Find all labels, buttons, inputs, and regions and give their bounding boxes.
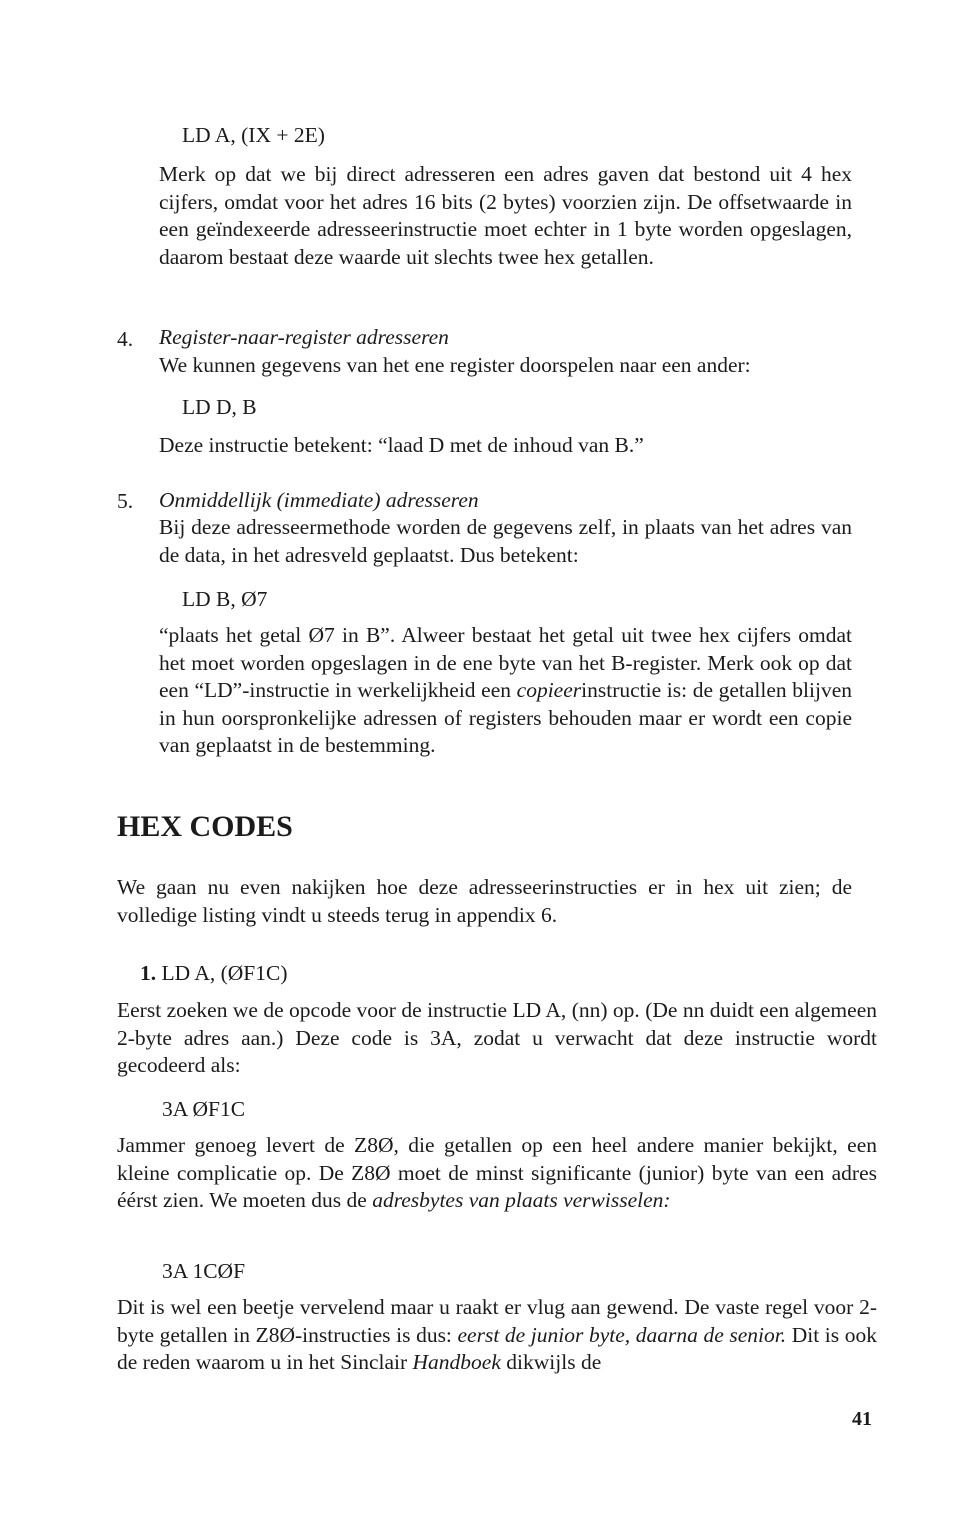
section-heading-hex-codes: HEX CODES: [117, 810, 293, 843]
code-example-3a-0f1c: 3A ØF1C: [162, 1097, 246, 1121]
paragraph-ld-d-b-meaning: Deze instructie betekent: “laad D met de inhoud van B.”: [159, 433, 644, 457]
code-example-ld-b-07: LD B, Ø7: [182, 587, 268, 611]
text-segment: Dit is wel een beetje vervelend maar u raakt er vlug aan gewend. De vaste regel voor 2-byte getallen in Z8Ø-instructies is dus:: [117, 1295, 877, 1347]
paragraph-hex-intro: We gaan nu even nakijken hoe deze adresseerinstructies er in hex uit zien; de volledige listing vindt u steeds terug in appendix 6.: [117, 875, 852, 927]
emphasis-swap-bytes: adresbytes van plaats verwisselen:: [372, 1188, 671, 1212]
list-number-4: 4.: [117, 327, 134, 351]
text-segment: Jammer genoeg levert de Z8Ø, die getallen op een heel andere manier bekijkt, een kleine complicatie op. De Z8Ø moet de minst significante (junior) byte van een adres éérst zien. We moeten dus de: [117, 1133, 877, 1212]
emphasis-junior-senior: eerst de junior byte, daarna de senior.: [457, 1322, 787, 1347]
text-segment: instructie is: de getallen blijven in hun oorspronkelijke adressen of registers behouden maar er wordt een copie van geplaatst in de bestemming.: [159, 678, 853, 757]
subsection-number: 1.: [140, 961, 157, 985]
code-example-ld-d-b: LD D, B: [182, 395, 257, 419]
text-segment: dikwijls de: [500, 1350, 602, 1374]
paragraph-byte-order-rule: [117, 1294, 877, 1377]
list-title-register-addressing: Register-naar-register adresseren: [159, 325, 449, 349]
subsection-ld-a-0f1c: [140, 960, 288, 988]
text-segment: Dit is ook de reden waarom u in het Sinclair: [117, 1322, 877, 1374]
text-segment: “plaats het getal Ø7 in B”. Alweer bestaat het getal uit twee hex cijfers omdat het moet worden opgeslagen in de ene byte van het B-register. Merk ook op dat een “LD”-instructie in werkelijkheid een: [159, 623, 852, 702]
paragraph-byte-order: [117, 1132, 877, 1215]
subsection-code: LD A, (ØF1C): [161, 961, 288, 985]
list-number-5: 5.: [117, 489, 134, 513]
paragraph-offset-explanation: Merk op dat we bij direct adresseren een adres gaven dat bestond uit 4 hex cijfers, omdat voor het adres 16 bits (2 bytes) voorzien zijn. De offsetwaarde in een geïndexeerde adresseerinstructie moet echter in 1 byte worden opgeslagen, daarom bestaat deze waarde uit slechts twee hex getallen.: [159, 162, 852, 269]
code-example-ld-a-ix: LD A, (IX + 2E): [182, 123, 325, 147]
paragraph-immediate-text: Bij deze adresseermethode worden de gegevens zelf, in plaats van het adres van de data, in het adresveld geplaatst. Dus betekent:: [159, 515, 852, 567]
paragraph-opcode-lookup: Eerst zoeken we de opcode voor de instructie LD A, (nn) op. (De nn duidt een algemeen 2-byte adres aan.) Deze code is 3A, zodat u verwacht dat deze instructie wordt gecodeerd als:: [117, 998, 877, 1077]
emphasis-handboek: Handboek: [412, 1350, 501, 1374]
paragraph-copy-instruction: [159, 622, 852, 760]
code-example-3a-1c0f: 3A 1CØF: [162, 1259, 246, 1283]
page-number: 41: [852, 1408, 872, 1430]
emphasis-copieer: copieer: [516, 678, 582, 702]
list-title-immediate-addressing: Onmiddellijk (immediate) adresseren: [159, 488, 479, 512]
paragraph-register-text: We kunnen gegevens van het ene register doorspelen naar een ander:: [159, 353, 751, 377]
